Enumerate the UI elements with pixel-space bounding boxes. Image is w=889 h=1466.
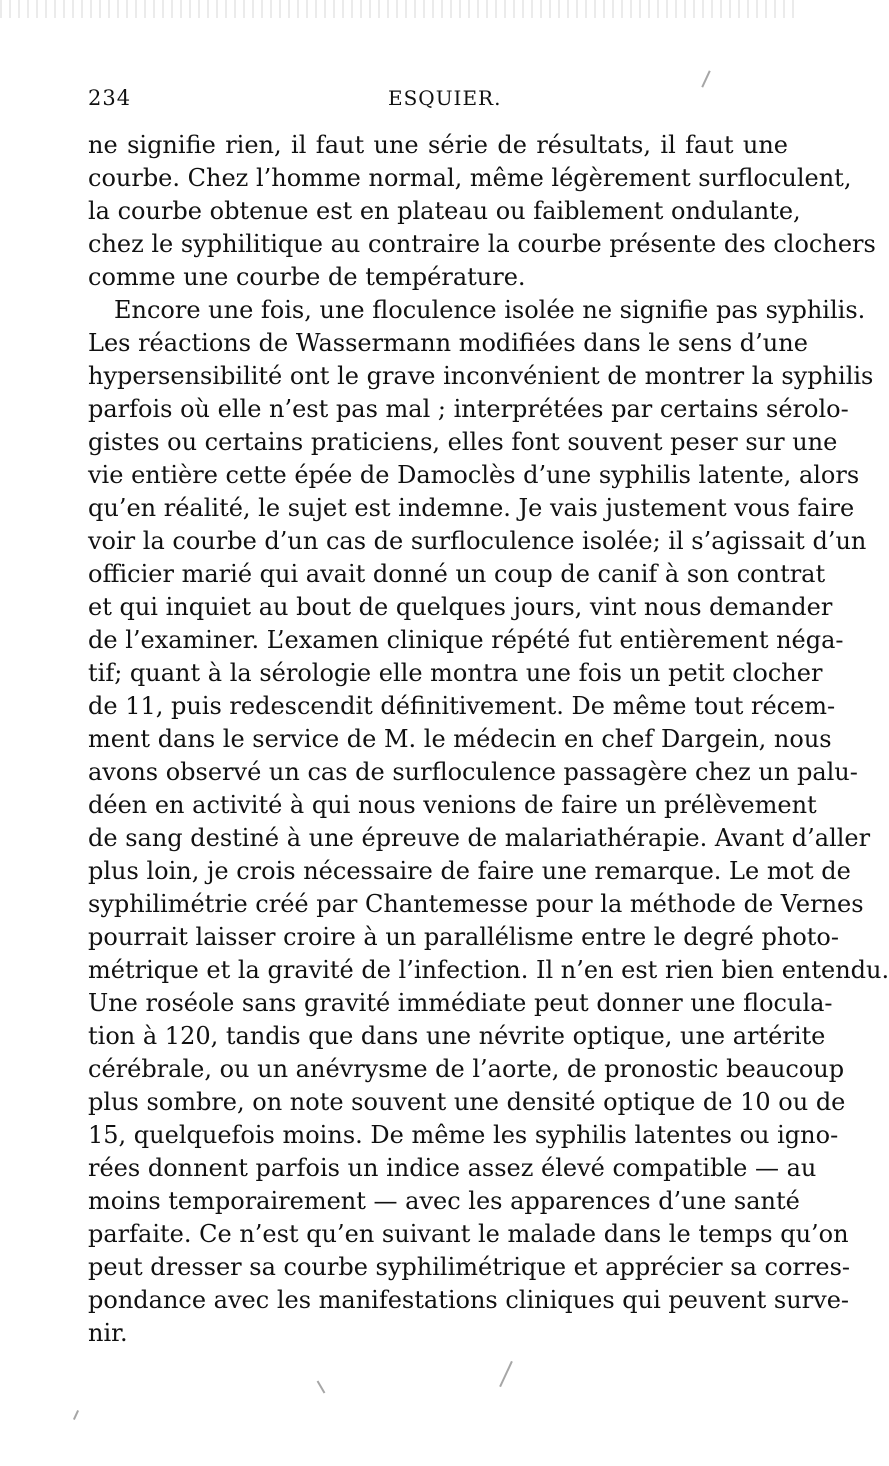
page-number: 234 (88, 86, 132, 110)
text-line: métrique et la gravité de l’infection. Il n’en est rien bien entendu. (88, 956, 889, 984)
text-line: rées donnent parfois un indice assez élevé compatible — au (88, 1154, 817, 1182)
body-text (88, 129, 889, 1350)
text-line: Encore une fois, une floculence isolée ne signifie pas syphilis. (114, 296, 866, 324)
running-title: ESQUIER. (388, 86, 502, 110)
text-line: nir. (88, 1319, 128, 1347)
text-line: courbe. Chez l’homme normal, même légèrement surfloculent, (88, 164, 852, 192)
text-line: de l’examiner. L’examen clinique répété fut entièrement néga- (88, 626, 844, 654)
text-line: 15, quelquefois moins. De même les syphilis latentes ou igno- (88, 1121, 839, 1149)
text-line: moins temporairement — avec les apparences d’une santé (88, 1187, 800, 1215)
text-line: avons observé un cas de surfloculence passagère chez un palu- (88, 758, 858, 786)
text-line: gistes ou certains praticiens, elles font souvent peser sur une (88, 428, 838, 456)
text-line: hypersensibilité ont le grave inconvénient de montrer la syphilis (88, 362, 874, 390)
text-line: déen en activité à qui nous venions de faire un prélèvement (88, 791, 817, 819)
text-line: et qui inquiet au bout de quelques jours, vint nous demander (88, 593, 833, 621)
text-line: pourrait laisser croire à un parallélisme entre le degré photo- (88, 923, 839, 951)
text-line: ne signifie rien, il faut une série de résultats, il faut une (88, 131, 788, 159)
text-line: plus sombre, on note souvent une densité optique de 10 ou de (88, 1088, 846, 1116)
text-line: chez le syphilitique au contraire la courbe présente des clochers (88, 230, 876, 258)
text-line: ment dans le service de M. le médecin en chef Dargein, nous (88, 725, 832, 753)
text-line: voir la courbe d’un cas de surfloculence isolée; il s’agissait d’un (88, 527, 867, 555)
text-line: qu’en réalité, le sujet est indemne. Je vais justement vous faire (88, 494, 855, 522)
text-line: parfois où elle n’est pas mal ; interprétées par certains sérolo- (88, 395, 849, 423)
text-line: officier marié qui avait donné un coup de canif à son contrat (88, 560, 826, 588)
text-line: Les réactions de Wassermann modifiées dans le sens d’une (88, 329, 808, 357)
text-line: vie entière cette épée de Damoclès d’une syphilis latente, alors (88, 461, 860, 489)
text-line: Une roséole sans gravité immédiate peut donner une flocula- (88, 989, 833, 1017)
text-line: cérébrale, ou un anévrysme de l’aorte, de pronostic beaucoup (88, 1055, 845, 1083)
text-line: la courbe obtenue est en plateau ou faiblement ondulante, (88, 197, 801, 225)
text-line: de sang destiné à une épreuve de malariathérapie. Avant d’aller (88, 824, 871, 852)
text-line: tif; quant à la sérologie elle montra une fois un petit clocher (88, 659, 823, 687)
scan-artifact-mark (317, 1380, 326, 1393)
scan-artifact-mark (73, 1410, 79, 1420)
text-line: comme une courbe de température. (88, 263, 526, 291)
text-line: plus loin, je crois nécessaire de faire une remarque. Le mot de (88, 857, 851, 885)
text-line: tion à 120, tandis que dans une névrite optique, une artérite (88, 1022, 826, 1050)
scan-edge-noise (0, 0, 800, 18)
scan-artifact-mark (499, 1361, 513, 1387)
text-line: peut dresser sa courbe syphilimétrique et apprécier sa corres- (88, 1253, 850, 1281)
text-line: syphilimétrie créé par Chantemesse pour la méthode de Vernes (88, 890, 864, 918)
text-line: parfaite. Ce n’est qu’en suivant le malade dans le temps qu’on (88, 1220, 849, 1248)
text-line: pondance avec les manifestations cliniques qui peuvent surve- (88, 1286, 850, 1314)
scan-artifact-mark (701, 70, 710, 87)
text-line: de 11, puis redescendit définitivement. De même tout récem- (88, 692, 836, 720)
running-head (88, 86, 780, 114)
